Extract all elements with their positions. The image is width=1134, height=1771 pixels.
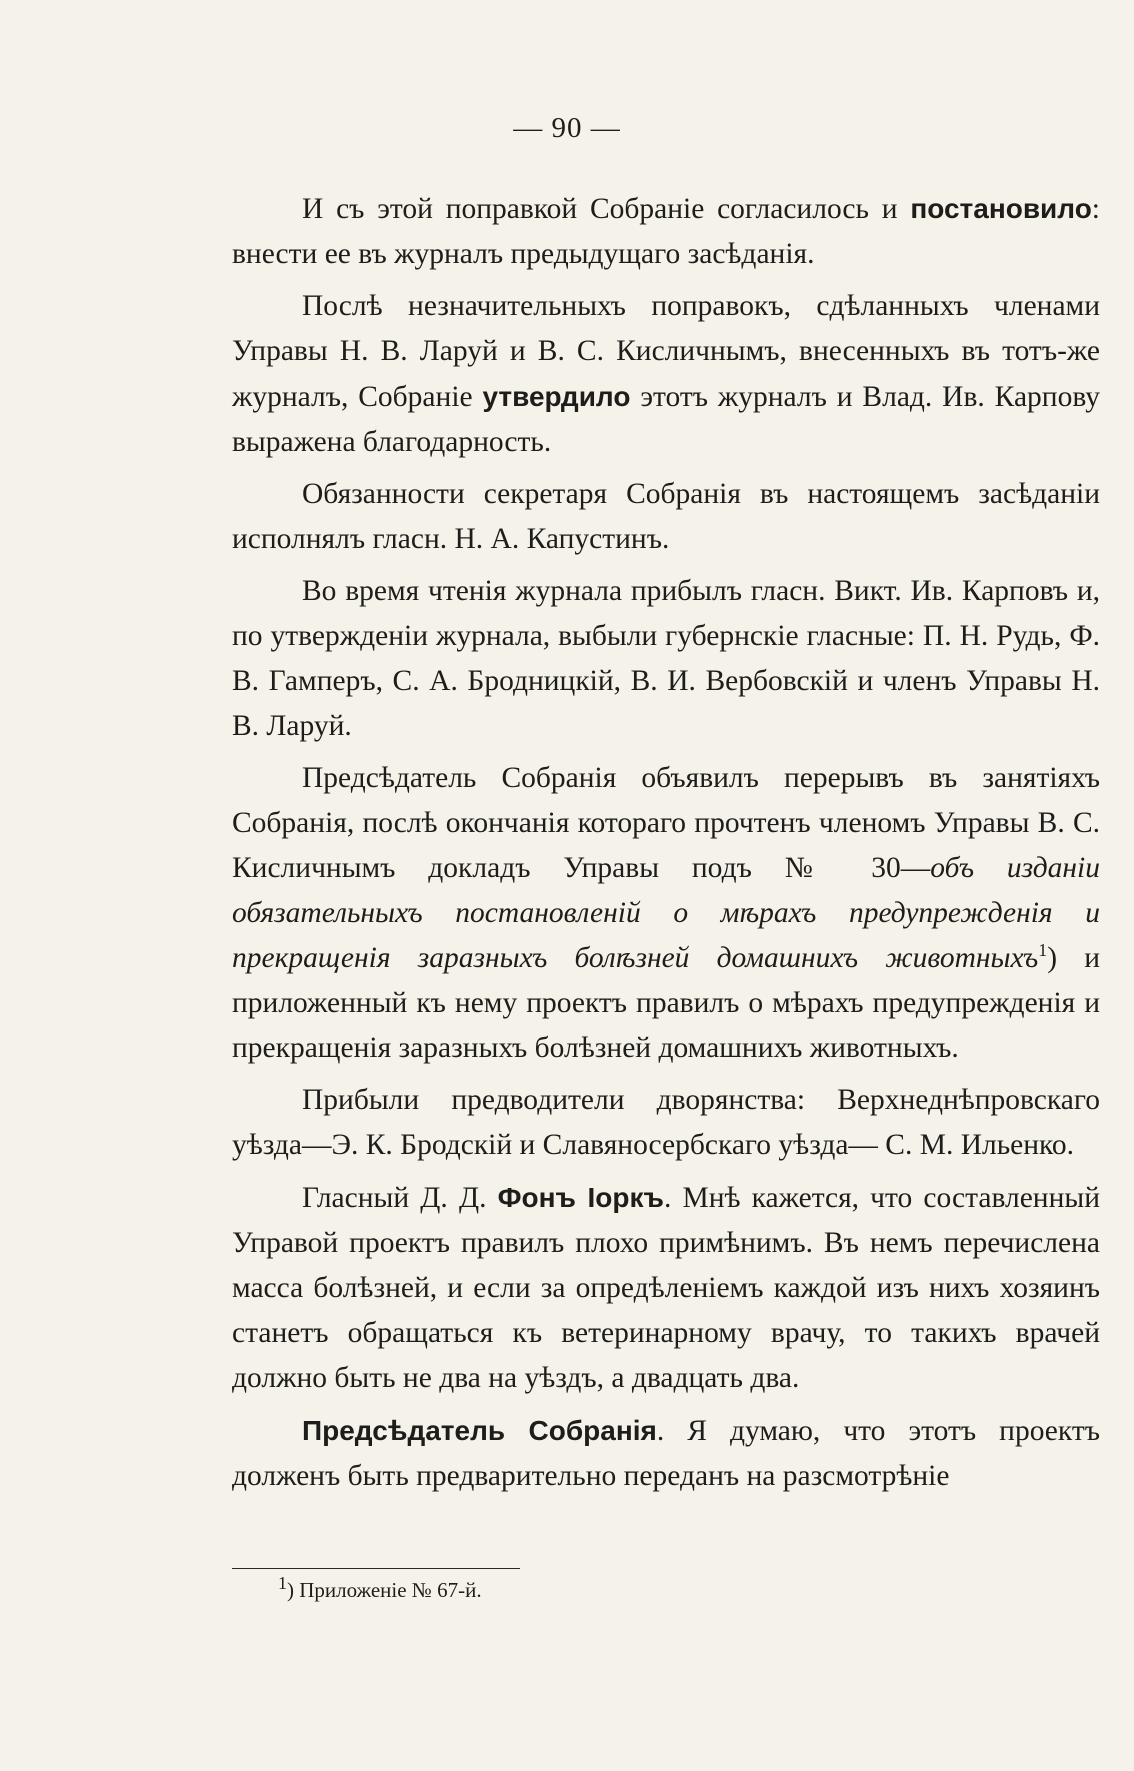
text-run: Гласный Д. Д. bbox=[302, 1182, 498, 1214]
footnote-text: ) Приложеніе № 67-й. bbox=[287, 1578, 482, 1602]
text-run: Предсѣдатель Собранія объявилъ перерывъ въ занятіяхъ Собранія, послѣ окончанія котораго прочтенъ членомъ Управы В. С. Кисличнымъ докладъ Управы подъ № 30— bbox=[232, 762, 1100, 884]
page-number: — 90 — bbox=[513, 112, 621, 144]
paragraph bbox=[232, 756, 1100, 1071]
text-run: И съ этой поправкой Собраніе согласилось и bbox=[302, 193, 911, 225]
text-run: Обязанности секретаря Собранія въ настоящемъ засѣданіи исполнялъ гласн. Н. А. Капустинъ. bbox=[232, 478, 1100, 555]
paragraph bbox=[232, 472, 1100, 562]
text-run: . Мнѣ кажется, что составленный Управой проектъ правилъ плохо примѣнимъ. Въ немъ перечислена масса болѣзней, и если за опредѣленіемъ каждой изъ нихъ хозяинъ станетъ обращаться къ ветеринарному врачу, то такихъ врачей должно быть не два на уѣздъ, а двадцать два. bbox=[232, 1182, 1100, 1394]
emphasis-italic: объ изданіи обязательныхъ постановленій о мѣрахъ предупрежденія и прекращенія заразныхъ болѣзней домашнихъ животныхъ bbox=[232, 852, 1101, 974]
paragraph bbox=[232, 186, 1100, 277]
text-run: Во время чтенія журнала прибылъ гласн. Викт. Ив. Карповъ и, по утвержденіи журнала, выбыли губернскіе гласные: П. Н. Рудь, Ф. В. Гамперъ, С. А. Бродницкій, В. И. Вербовскій и членъ Управы Н. В. Ларуй. bbox=[232, 575, 1100, 742]
paragraph bbox=[232, 284, 1100, 465]
emphasis-bold: Предсѣдатель Собранія bbox=[302, 1415, 657, 1446]
footnote-reference: 1 bbox=[1038, 940, 1048, 961]
footnote-marker: 1 bbox=[278, 1573, 287, 1593]
paragraph bbox=[232, 569, 1100, 749]
footnote bbox=[278, 1573, 482, 1603]
emphasis-bold: Фонъ Іоркъ bbox=[497, 1182, 664, 1213]
emphasis-bold: постановило bbox=[910, 193, 1092, 224]
text-run: Прибыли предводители дворянства: Верхнеднѣпровскаго уѣзда—Э. К. Бродскій и Славяносербскаго уѣзда— С. М. Ильенко. bbox=[232, 1084, 1100, 1161]
paragraph bbox=[232, 1175, 1100, 1401]
text-run: : внести ее въ журналъ предыдущаго засѣданія. bbox=[232, 193, 1100, 270]
text-run: этотъ журналъ и Влад. Ив. Карпову выражена благодарность. bbox=[232, 381, 1100, 458]
paragraph bbox=[232, 1078, 1100, 1168]
footnote-divider bbox=[232, 1568, 520, 1569]
text-run: ) и приложенный къ нему проектъ правилъ о мѣрахъ предупрежденія и прекращенія заразныхъ болѣзней домашнихъ животныхъ. bbox=[232, 942, 1100, 1064]
body-text bbox=[232, 186, 1100, 1506]
emphasis-bold: утвердило bbox=[482, 381, 631, 412]
paragraph bbox=[232, 1408, 1100, 1499]
text-run: . Я думаю, что этотъ проектъ долженъ быть предварительно переданъ на разсмотрѣніе bbox=[232, 1415, 1100, 1492]
text-run: Послѣ незначительныхъ поправокъ, сдѣланныхъ членами Управы Н. В. Ларуй и В. С. Кисличнымъ, внесенныхъ въ тотъ-же журналъ, Собраніе bbox=[232, 290, 1100, 413]
